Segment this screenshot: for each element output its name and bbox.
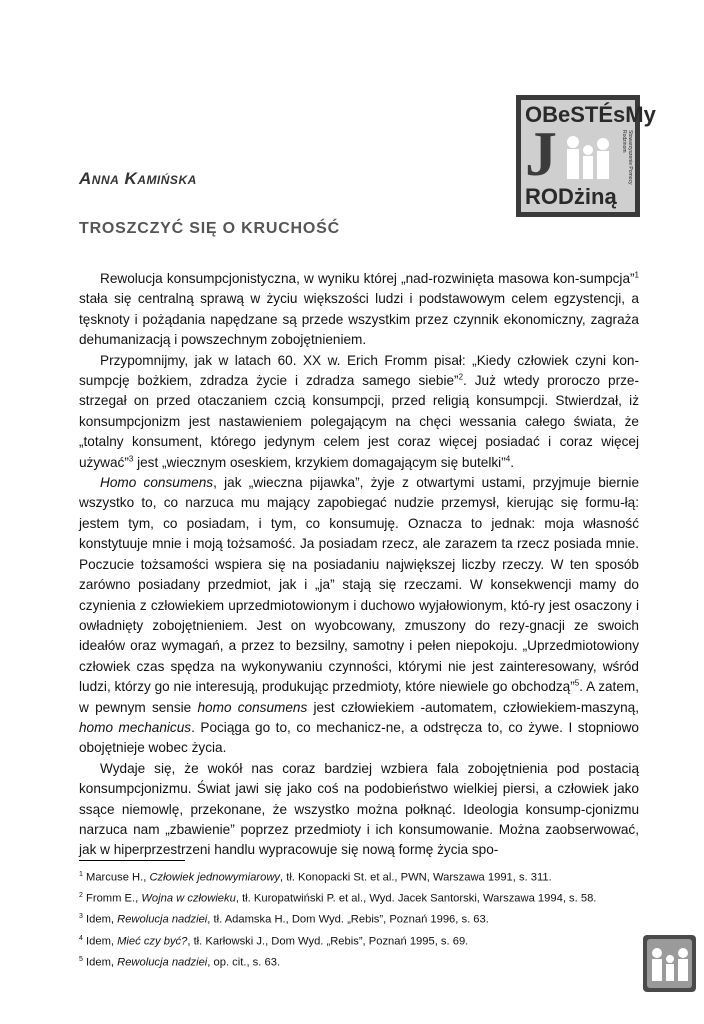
text-run: Wydaje się, że wokół nas coraz bardziej wzbiera fala zobojętnienia pod postacią konsumpcjonizmu. Świat jawi się jako coś na podobieństwo wielkiej piersi, a człowiek jako ssące niemowlę, przekonane, że wszystko można połknąć. Ideologia konsump-cjonizmu narzuca nam „zbawienie” poprzez przedmioty i ich konsumowanie. Można zaobserwować, jak w hiperprzestrzeni handlu wypracowuje się nową formę życia spo- bbox=[79, 760, 639, 858]
footnote-text: , op. cit., s. 63. bbox=[207, 956, 281, 969]
text-run: . A zatem, w pewnym sensie bbox=[79, 679, 639, 715]
footnote-text: Marcuse H., bbox=[82, 871, 150, 884]
footnote-text: Idem, bbox=[82, 956, 118, 969]
footnote-4 bbox=[79, 930, 649, 951]
footnotes bbox=[79, 866, 649, 972]
footnote-book-title: Rewolucja nadziei bbox=[117, 914, 208, 927]
footnote-text: , tł. Konopacki St. et al., PWN, Warszawa 1991, s. 311. bbox=[280, 871, 552, 884]
italic-term: Homo consumens bbox=[100, 475, 214, 491]
logo-background bbox=[521, 100, 656, 212]
footnote-text: , tł. Kuropatwiński P. et al., Wyd. Jacek Santorski, Warszawa 1994, s. 58. bbox=[235, 892, 597, 905]
footnote-book-title: Mieć czy być? bbox=[117, 935, 188, 948]
logo-top-text: OBeSTÉsMy bbox=[525, 102, 656, 127]
paragraph-2 bbox=[79, 351, 639, 473]
footnote-number: 3 bbox=[79, 913, 83, 921]
footnote-ref-3[interactable]: 3 bbox=[128, 454, 134, 464]
footnote-number: 5 bbox=[79, 955, 83, 963]
footnote-3 bbox=[79, 908, 649, 929]
puzzle-family-icon bbox=[643, 935, 696, 992]
family-figures-icon bbox=[561, 134, 613, 184]
footnote-book-title: Rewolucja nadziei bbox=[117, 956, 208, 969]
text-run: . bbox=[510, 454, 514, 470]
text-run: Rewolucja konsumpcjonistyczna, w wyniku której „nad-rozwinięta masowa kon-sumpcja” bbox=[100, 271, 635, 286]
paragraph-4 bbox=[79, 759, 639, 861]
text-run: stała się centralną sprawą w życiu większości ludzi i podstawowym celem egzystencji, a tęsknoty i pożądania napędzane są przede wszystkim przez czynnik ekonomiczny, zagraża dehumanizacją i powszechnym zobojętnieniem. bbox=[79, 291, 639, 348]
organization-logo bbox=[516, 95, 656, 217]
footnote-2 bbox=[79, 887, 649, 908]
footnote-5 bbox=[79, 951, 649, 972]
logo-big-letter: J bbox=[525, 118, 557, 189]
text-run: Przypomnijmy, jak w latach 60. XX w. Erich Fromm pisał: „Kiedy człowiek czyni kon-sumpcję bożkiem, zdradza życie i zdradza samego siebie” bbox=[79, 352, 639, 389]
footnote-book-title: Wojna w człowieku bbox=[141, 892, 236, 905]
footnote-text: , tł. Adamska H., Dom Wyd. „Rebis”, Poznań 1996, s. 63. bbox=[207, 914, 489, 927]
paragraph-1 bbox=[79, 269, 639, 351]
footnote-1 bbox=[79, 866, 649, 887]
logo-bottom-text: RODżiną bbox=[525, 184, 617, 209]
footnote-book-title: Człowiek jednowymiarowy bbox=[149, 871, 281, 884]
footnote-ref-2[interactable]: 2 bbox=[458, 372, 464, 382]
footnote-ref-5[interactable]: 5 bbox=[574, 678, 580, 688]
footnote-text: , tł. Karłowski J., Dom Wyd. „Rebis”, Poznań 1995, s. 69. bbox=[187, 935, 469, 948]
text-run: jest człowiekiem -automatem, człowiekiem-maszyną, bbox=[307, 699, 640, 715]
paragraph-3 bbox=[79, 473, 639, 759]
footnote-number: 2 bbox=[79, 892, 83, 900]
logo-side-text: Stowarzyszenie Pomocy Rodzinom bbox=[621, 130, 633, 185]
footnote-text: Fromm E., bbox=[82, 892, 142, 905]
footnote-ref-1[interactable]: 1 bbox=[634, 270, 639, 280]
footnote-text: Idem, bbox=[82, 914, 118, 927]
footnote-ref-4[interactable]: 4 bbox=[505, 454, 511, 464]
text-run: . Pociąga go to, co mechanicz-ne, a odstręcza to, co żywe. I stopniowo obojętnieje wobec życia. bbox=[79, 719, 639, 756]
text-run: jest „wiecznym oseskiem, krzykiem domagającym się butelki” bbox=[133, 454, 506, 470]
footnote-number: 4 bbox=[79, 934, 83, 942]
author-name: Anna Kamińska bbox=[79, 169, 197, 188]
article-body bbox=[79, 269, 639, 861]
text-run: . Już wtedy proroczo prze-strzegał on przed otaczaniem czcią konsumpcji, przed religią konsumpcji. Stwierdzał, iż konsumpcjonizm jest nastawieniem polegającym na chęci wessania całego świata, że „totalny konsument, którego jedynym celem jest coraz więcej posiadać i coraz więcej używać” bbox=[79, 373, 639, 470]
footnote-text: Idem, bbox=[82, 935, 118, 948]
footnote-number: 1 bbox=[79, 871, 83, 878]
italic-term: homo consumens bbox=[197, 699, 308, 715]
article-title: TROSZCZYĆ SIĘ O KRUCHOŚĆ bbox=[79, 220, 340, 237]
text-run: , jak „wieczna pijawka”, żyje z otwartymi ustami, przyjmuje biernie wszystko to, co narzuca mu mający zapobiegać nudzie przemysł, kierując się formu-łą: jestem tym, co posiadam, i tym, co konsumuję. Oznacza to jednak: moja własność konstytuuje mnie i moją tożsamość. Ja posiadam rzecz, ale zarazem ta rzecz posiada mnie. Poczucie tożsamości wspiera się na posiadaniu największej liczby rzeczy. W ten sposób zarówno posiadany przedmiot, jak i „ja” stają się rzeczami. W konsekwencji mamy do czynienia z człowiekiem uprzedmiotowionym i duchowo wyjałowionym, któ-ry jest osaczony i owładnięty zobojętnieniem. Jest on wyobcowany, zmuszony do rezy-gnacji ze swoich ideałów oraz wymagań, a przez to bezsilny, samotny i pełen niepokoju. „Uprzedmiotowiony człowiek czas spędza na wykonywaniu czynności, którymi nie jest zainteresowany, wśród ludzi, którzy go nie interesują, produkując przedmioty, które niewiele go obchodzą” bbox=[79, 475, 640, 695]
italic-term: homo mechanicus bbox=[79, 719, 192, 735]
footnote-separator bbox=[79, 860, 185, 861]
